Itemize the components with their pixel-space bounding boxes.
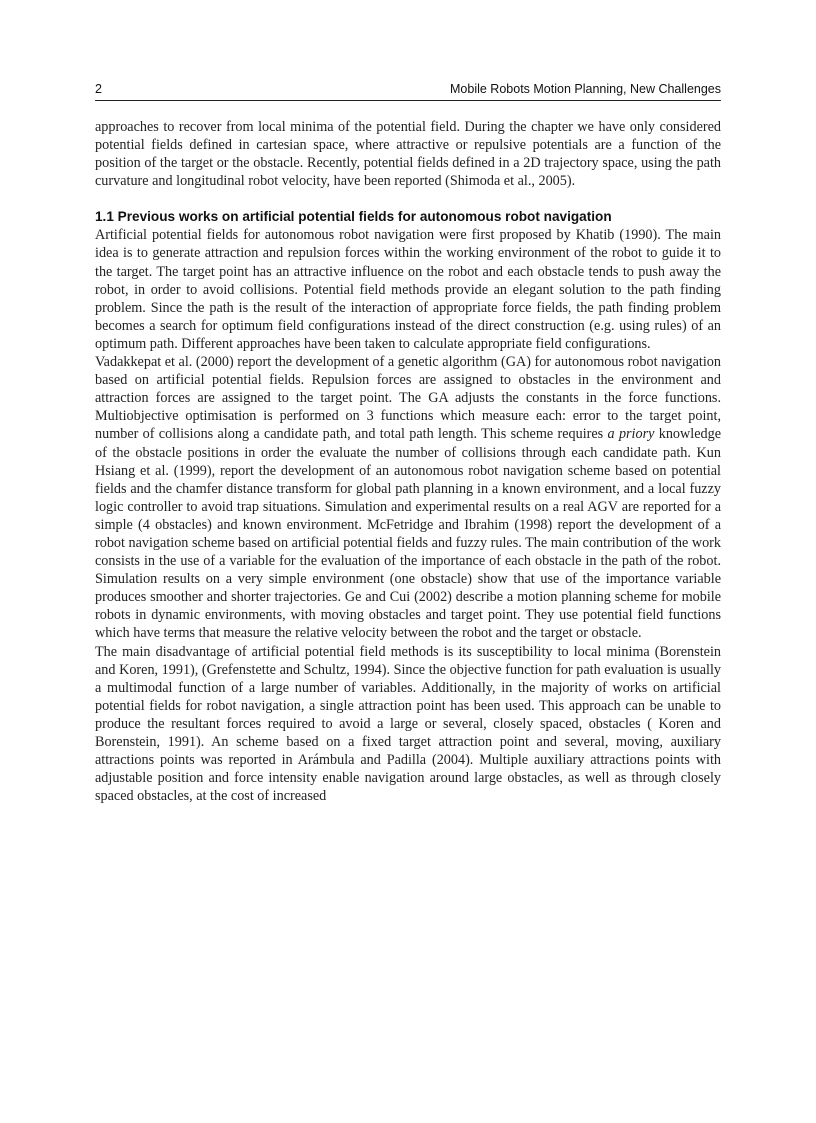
paragraph-vadakkepat <box>95 353 721 643</box>
header-rule <box>95 100 721 101</box>
running-header <box>95 80 721 100</box>
paragraph-disadvantage: The main disadvantage of artificial potential field methods is its susceptibility to local minima (Borenstein and Koren, 1991), (Grefenstette and Schultz, 1994). Since the objective function for path evaluation is usually a multimodal function of a large number of variables. Additionally, in the majority of works on artificial potential fields for robot navigation, a single attraction point has been used. This approach can be unable to produce the resultant forces required to avoid a large or several, closely spaced, obstacles ( Koren and Borenstein, 1991). An scheme based on a fixed target attraction point and several, moving, auxiliary attractions points was reported in Arámbula and Padilla (2004). Multiple auxiliary attractions points with adjustable position and force intensity enable navigation around large obstacles, as well as through closely spaced obstacles, at the cost of increased <box>95 643 721 805</box>
intro-paragraph: approaches to recover from local minima of the potential field. During the chapter we have only considered potential fields defined in cartesian space, where attractive or repulsive potentials are a function of the position of the target or the obstacle. Recently, potential fields defined in a 2D trajectory space, using the path curvature and longitudinal robot velocity, have been reported (Shimoda et al., 2005). <box>95 119 721 190</box>
paragraph-vadakkepat-part1: Vadakkepat et al. (2000) report the development of a genetic algorithm (GA) for autonomous robot navigation based on artificial potential fields. Repulsion forces are assigned to obstacles in the environment and attraction forces are assigned to the target point. The GA adjusts the constants in the force functions. Multiobjective optimisation is performed on 3 functions which measure each: error to the target point, number of collisions along a candidate path, and total path length. This scheme requires <box>95 354 721 443</box>
page-number: 2 <box>95 82 102 96</box>
running-title: Mobile Robots Motion Planning, New Challenges <box>450 82 721 96</box>
italic-a-priory: a priory <box>607 426 655 443</box>
paragraph-vadakkepat-part2: knowledge of the obstacle positions in order the evaluate the number of collisions through each candidate path. Kun Hsiang et al. (1999), report the development of an autonomous robot navigation scheme based on potential fields and the chamfer distance transform for global path planning in a known environment, and a local fuzzy logic controller to avoid trap situations. Simulation and experimental results on a real AGV are reported for a simple (4 obstacles) and known environment. McFetridge and Ibrahim (1998) report the development of a robot navigation scheme based on artificial potential fields and fuzzy rules. The main contribution of the work consists in the use of a variable for the evaluation of the importance of each obstacle in the path of the robot. Simulation results on a very simple environment (one obstacle) show that use of the importance variable produces smoother and shorter trajectories. Ge and Cui (2002) describe a motion planning scheme for mobile robots in dynamic environments, with moving obstacles and target point. They use potential field functions which have terms that measure the relative velocity between the robot and the target or obstacle. <box>95 426 721 642</box>
paragraph-khatib: Artificial potential fields for autonomous robot navigation were first proposed by Khatib (1990). The main idea is to generate attraction and repulsion forces within the working environment of the robot to guide it to the target. The target point has an attractive influence on the robot and each obstacle tends to push away the robot, in order to avoid collisions. Potential field methods provide an elegant solution to the path finding problem. Since the path is the result of the interaction of appropriate force fields, the path finding problem becomes a search for optimum field configurations instead of the direct construction (e.g. using rules) of an optimum path. Different approaches have been taken to calculate appropriate field configurations. <box>95 227 721 352</box>
body-text <box>95 118 721 805</box>
section-heading: 1.1 Previous works on artificial potential fields for autonomous robot navigation <box>95 209 612 225</box>
